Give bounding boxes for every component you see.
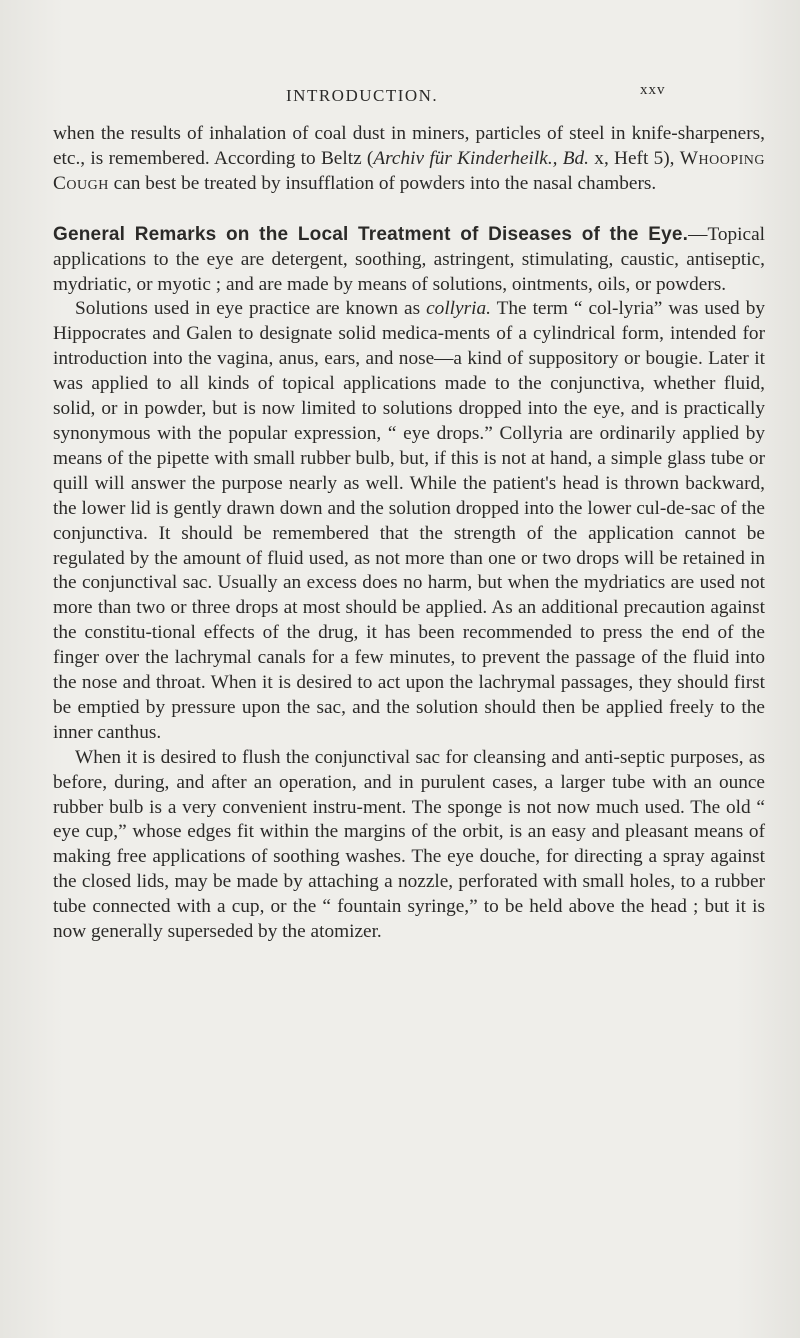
page-number: xxv	[640, 82, 666, 98]
body-text	[53, 122, 765, 945]
text-run: —Topical applications to the eye are detergent, soothing, astringent, stimulating, caustic, antiseptic, mydriatic, or myotic ; and are made by means of solutions, ointments, oils, or powders.	[53, 223, 765, 295]
italic-term: collyria.	[426, 298, 491, 320]
text-run: when the results of inhalation of coal dust in miners, particles of steel in knife-sharpeners, etc., is remembered. According to Beltz (	[53, 123, 765, 169]
citation: Archiv für Kinderheilk., Bd.	[373, 147, 589, 169]
text-run: The term “ col-lyria” was used by Hippocrates and Galen to designate solid medica-ments of a cylindrical form, intended for introduction into the vagina, anus, ears, and nose—a kind of suppository or bougie. Later it was applied to all kinds of topical applications made to the conjunctiva, whether fluid, solid, or in powder, but is now limited to solutions dropped into the eye, and is practically synonymous with the popular expression, “ eye drops.” Collyria are ordinarily applied by means of the pipette with small rubber bulb, but, if this is not at hand, a simple glass tube or quill will answer the purpose nearly as well. While the patient's head is thrown backward, the lower lid is gently drawn down and the solution dropped into the lower cul-de-sac of the conjunctiva. It should be remembered that the strength of the application cannot be regulated by the amount of fluid used, as not more than one or two drops will be retained in the conjunctival sac. Usually an excess does no harm, but when the mydriatics are used not more than two or three drops at most should be applied. As an additional precaution against the constitu-tional effects of the drug, it has been recommended to press the end of the finger over the lachrymal canals for a few minutes, to prevent the passage of the fluid into the nose and throat. When it is desired to act upon the lachrymal passages, they should first be emptied by pressure upon the sac, and the solution should then be applied freely to the inner canthus.	[53, 298, 765, 743]
text-run: Solutions used in eye practice are known as	[75, 298, 427, 320]
running-head	[0, 82, 800, 110]
section-paragraph	[53, 223, 765, 298]
text-run: can best be treated by insufflation of powders into the nasal chambers.	[108, 172, 657, 194]
paragraph-continuation	[53, 122, 765, 197]
text-run: x, Heft 5),	[589, 147, 680, 169]
small-caps-term: Whooping Cough	[53, 147, 765, 194]
paragraph: When it is desired to flush the conjunctival sac for cleansing and anti-septic purposes, as before, during, and after an operation, and in purulent cases, a larger tube with an ounce rubber bulb is a very convenient instru-ment. The sponge is not now much used. The old “ eye cup,” whose edges fit within the margins of the orbit, is an easy and pleasant means of making free applications of soothing washes. The eye douche, for directing a spray against the closed lids, may be made by attaching a nozzle, perforated with small holes, to a rubber tube connected with a cup, or the “ fountain syringe,” to be held above the head ; but it is now generally superseded by the atomizer.	[53, 746, 765, 943]
paragraph	[53, 297, 765, 745]
section-heading: General Remarks on the Local Treatment of Diseases of the Eye.	[53, 223, 689, 245]
running-title: INTRODUCTION.	[286, 86, 439, 105]
